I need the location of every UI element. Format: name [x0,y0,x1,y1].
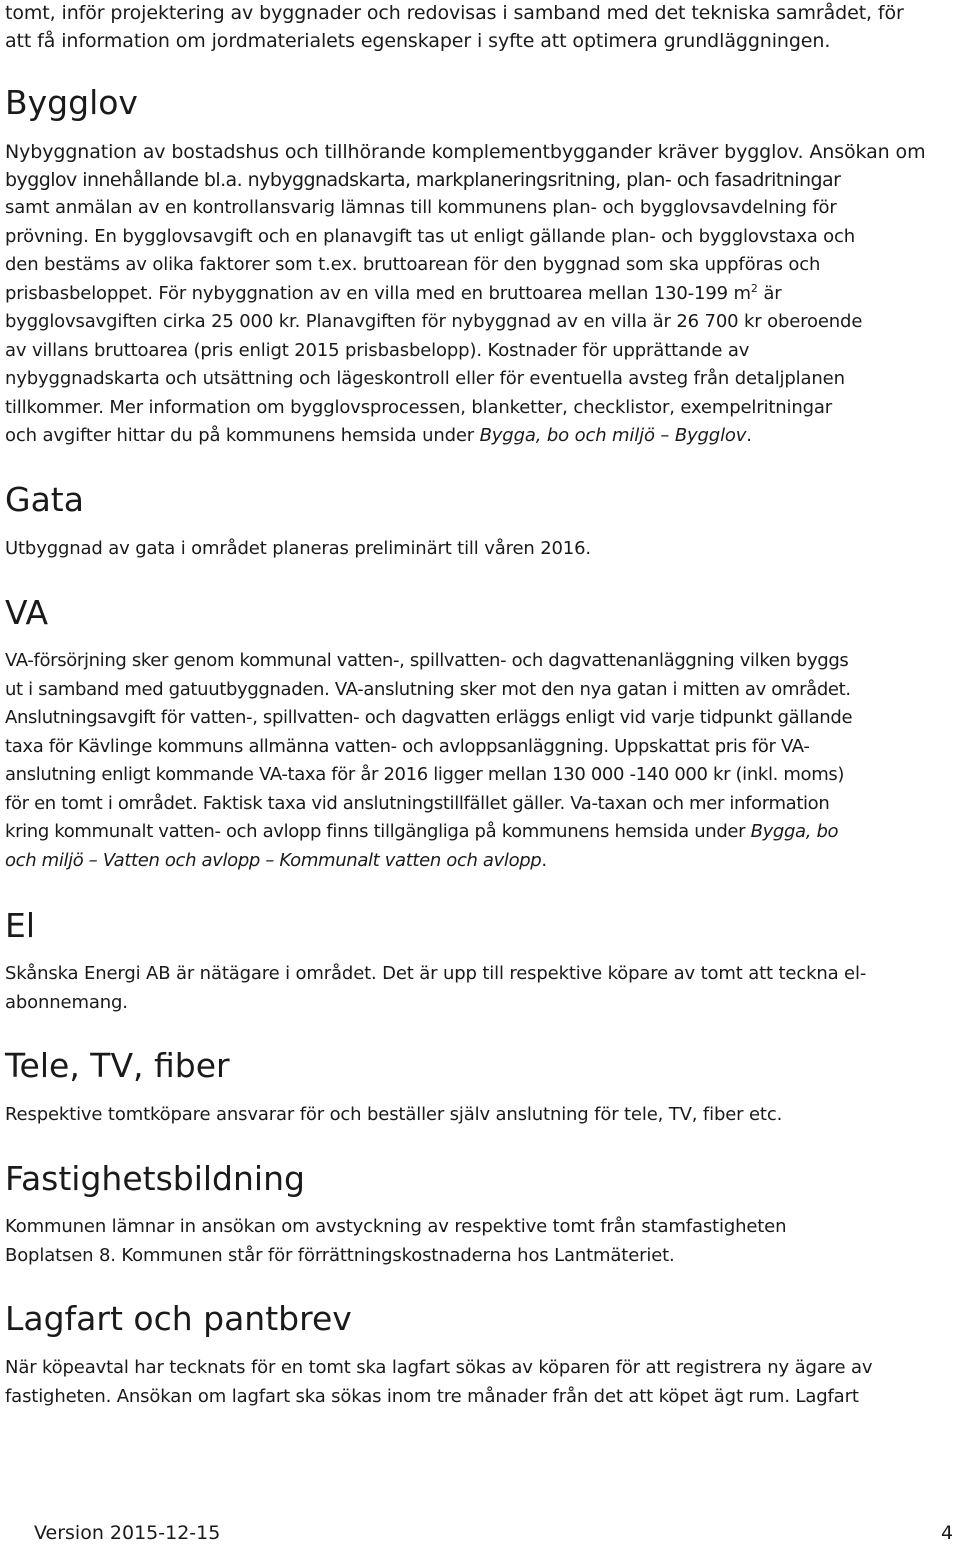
lagfart-paragraph [5,1354,872,1411]
text-line: av villans bruttoarea (pris enligt 2015 prisbasbelopp). Kostnader för upprättande av [5,339,750,361]
text-run: kring kommunalt vatten- och avlopp finns tillgängliga på kommunens hemsida under [5,821,751,842]
heading-el: El [5,906,36,945]
text-run: . [541,849,547,871]
text-run: är [757,282,782,304]
heading-fastighetsbildning: Fastighetsbildning [5,1159,305,1198]
va-link[interactable]: och miljö – Vatten och avlopp – Kommunalt vatten och avlopp [5,849,542,871]
heading-bygglov: Bygglov [5,83,138,122]
text-line: nybyggnadskarta och utsättning och lägeskontroll eller för eventuella avsteg från detaljplanen [5,368,845,389]
heading-va: VA [5,593,49,632]
text-line: för en tomt i området. Faktisk taxa vid anslutningstillfället gäller. Va-taxan och mer information [5,792,830,814]
text-line: den bestäms av olika faktorer som t.ex. bruttoarean för den byggnad som ska uppföras och [5,254,821,275]
text-run: prisbasbeloppet. För nybyggnation av en villa med en bruttoarea mellan 130-199 m [5,282,751,304]
text-line: Nybyggnation av bostadshus och tillhörande komplementbyggander kräver bygglov. Ansökan om [5,141,926,163]
heading-tele: Tele, TV, fiber [5,1046,230,1085]
text-line: Utbyggnad av gata i området planeras preliminärt till våren 2016. [5,538,591,559]
text-line: att få information om jordmaterialets egenskaper i syfte att optimera grundläggningen. [5,30,831,52]
text-run: . [746,425,752,446]
text-line: bygglov innehållande bl.a. nybyggnadskarta, markplaneringsritning, plan- och fasadritningar [5,169,841,191]
intro-paragraph [5,0,904,55]
text-line [5,847,852,876]
text-line: bygglovsavgiften cirka 25 000 kr. Planavgiften för nybyggnad av en villa är 26 700 kr oberoende [5,311,863,332]
text-run: och avgifter hittar du på kommunens hemsida under [5,425,480,446]
tele-paragraph [5,1101,782,1130]
bygglov-paragraph-intro [5,138,925,194]
text-line: tillkommer. Mer information om bygglovsprocessen, blanketter, checklistor, exempelritningar [5,396,833,418]
text-line [5,422,862,451]
text-line: samt anmälan av en kontrollansvarig lämnas till kommunens plan- och bygglovsavdelning för [5,197,837,218]
bygglov-link[interactable]: Bygga, bo och miljö – Bygglov [479,425,747,446]
fastighet-paragraph [5,1213,786,1270]
text-line [5,818,852,847]
superscript: 2 [750,281,758,295]
footer-page-number: 4 [941,1522,954,1544]
va-link[interactable]: Bygga, bo [750,821,839,842]
text-line: taxa för Kävlinge kommuns allmänna vatten- och avloppsanläggning. Uppskattat pris för VA- [5,735,810,757]
va-paragraph [5,647,852,875]
text-line: fastigheten. Ansökan om lagfart ska sökas inom tre månader från det att köpet ägt rum. Lagfart [5,1385,859,1407]
text-line: Respektive tomtköpare ansvarar för och beställer själv anslutning för tele, TV, fiber etc. [5,1104,783,1125]
text-line: ut i samband med gatuutbyggnaden. VA-anslutning sker mot den nya gatan i mitten av området. [5,678,851,700]
text-line [5,280,862,309]
text-line: Boplatsen 8. Kommunen står för förrättningskostnaderna hos Lantmäteriet. [5,1244,675,1266]
text-line: Skånska Energi AB är nätägare i området. Det är upp till respektive köpare av tomt att teckna el- [5,963,867,984]
heading-gata: Gata [5,480,84,519]
heading-lagfart: Lagfart och pantbrev [5,1299,352,1338]
footer-version: Version 2015-12-15 [34,1522,221,1544]
text-line: Anslutningsavgift för vatten-, spillvatten- och dagvatten erläggs enligt vid varje tidpunkt gällande [5,707,853,728]
text-line: Kommunen lämnar in ansökan om avstyckning av respektive tomt från stamfastigheten [5,1216,787,1237]
text-line: VA-försörjning sker genom kommunal vatten-, spillvatten- och dagvattenanläggning vilken byggs [5,650,849,671]
bygglov-paragraph [5,194,862,451]
el-paragraph [5,960,866,1017]
gata-paragraph [5,535,591,564]
text-line: tomt, inför projektering av byggnader och redovisas i samband med det tekniska samrådet, för [5,2,904,24]
text-line: anslutning enligt kommande VA-taxa för år 2016 ligger mellan 130 000 -140 000 kr (inkl. moms) [5,764,845,785]
text-line: När köpeavtal har tecknats för en tomt ska lagfart sökas av köparen för att registrera ny ägare av [5,1357,873,1378]
text-line: abonnemang. [5,991,128,1013]
text-line: prövning. En bygglovsavgift och en planavgift tas ut enligt gällande plan- och bygglovstaxa och [5,225,856,247]
